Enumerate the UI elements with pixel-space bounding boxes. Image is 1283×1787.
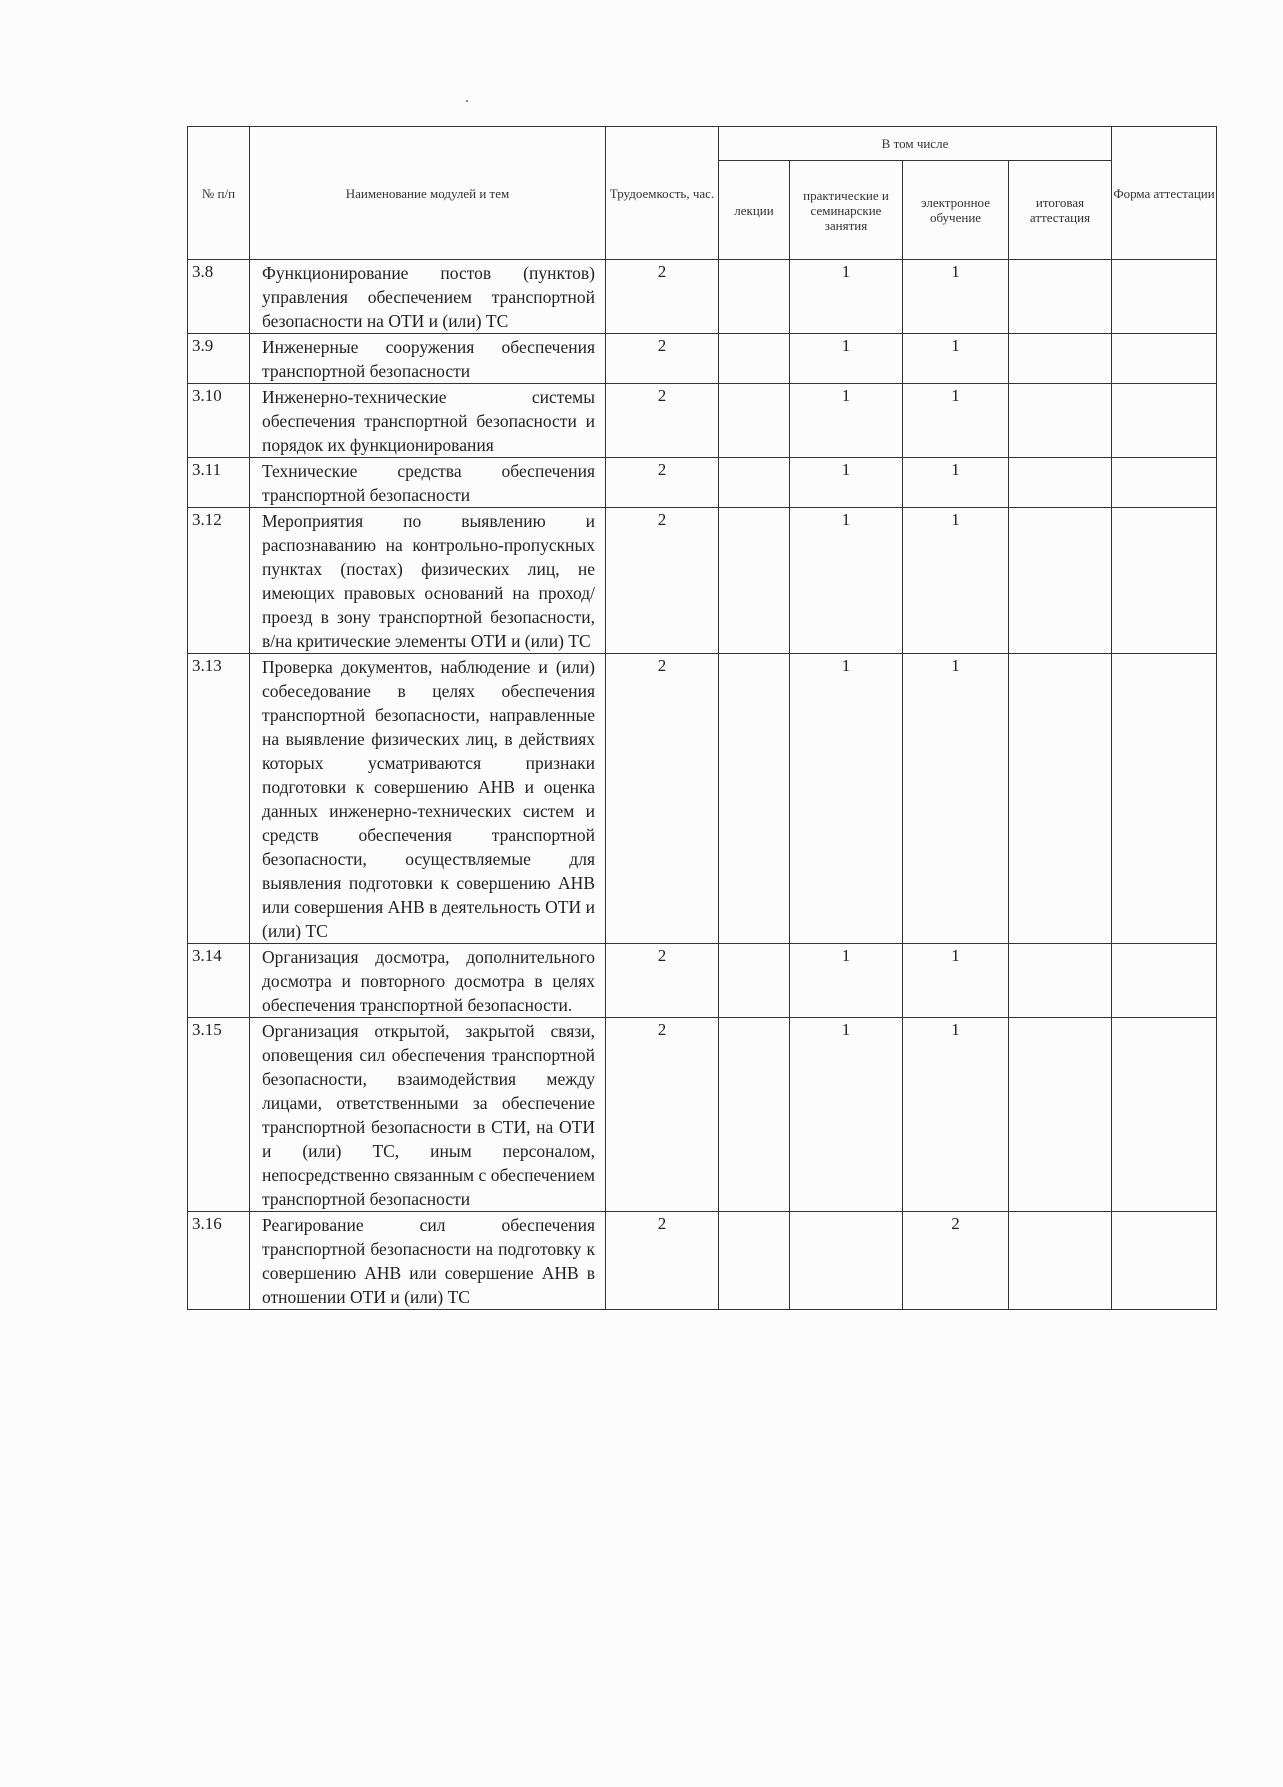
topic-name: Мероприятия по выявлению и распознаванию на контрольно-пропускных пунктах (постах) физических лиц, не имеющих правовых оснований на проход/проезд в зону транспортной безопасности, в/на критические элементы ОТИ и (или) ТС <box>250 508 606 654</box>
hours-cell: 2 <box>606 384 719 458</box>
topic-name: Организация открытой, закрытой связи, оповещения сил обеспечения транспортной безопасности, взаимодействия между лицами, ответственными за обеспечение транспортной безопасности в СТИ, на ОТИ и (или) ТС, иным персоналом, непосредственно связанным с обеспечением транспортной безопасности <box>250 1018 606 1212</box>
table-row <box>188 944 1217 1018</box>
row-number: 3.13 <box>188 654 250 944</box>
table-header <box>188 127 1217 260</box>
form-cell <box>1112 508 1217 654</box>
row-number: 3.14 <box>188 944 250 1018</box>
table-row <box>188 654 1217 944</box>
final-cell <box>1009 384 1112 458</box>
form-cell <box>1112 458 1217 508</box>
elearning-cell: 1 <box>903 334 1009 384</box>
elearning-cell: 1 <box>903 458 1009 508</box>
table-row <box>188 1018 1217 1212</box>
row-number: 3.15 <box>188 1018 250 1212</box>
elearning-cell: 1 <box>903 384 1009 458</box>
topic-name: Инженерные сооружения обеспечения транспортной безопасности <box>250 334 606 384</box>
scan-speck <box>466 100 468 102</box>
header-elearning: электронное обучение <box>903 161 1009 260</box>
hours-cell: 2 <box>606 1018 719 1212</box>
practical-cell: 1 <box>790 944 903 1018</box>
topic-name: Функционирование постов (пунктов) управления обеспечением транспортной безопасности на ОТИ и (или) ТС <box>250 260 606 334</box>
lectures-cell <box>719 508 790 654</box>
row-number: 3.9 <box>188 334 250 384</box>
header-hours: Трудоемкость, час. <box>606 127 719 260</box>
table-row <box>188 384 1217 458</box>
form-cell <box>1112 1018 1217 1212</box>
header-practical: практические и семинарские занятия <box>790 161 903 260</box>
header-num: № п/п <box>188 127 250 260</box>
practical-cell: 1 <box>790 260 903 334</box>
topic-name: Технические средства обеспечения транспортной безопасности <box>250 458 606 508</box>
row-number: 3.11 <box>188 458 250 508</box>
lectures-cell <box>719 458 790 508</box>
row-number: 3.10 <box>188 384 250 458</box>
topic-name: Проверка документов, наблюдение и (или) собеседование в целях обеспечения транспортной безопасности, направленные на выявление физических лиц, в действиях которых усматриваются признаки подготовки к совершению АНВ и оценка данных инженерно-технических систем и средств обеспечения транспортной безопасности, осуществляемые для выявления подготовки к совершению АНВ или совершения АНВ в деятельность ОТИ и (или) ТС <box>250 654 606 944</box>
elearning-cell: 1 <box>903 654 1009 944</box>
hours-cell: 2 <box>606 508 719 654</box>
hours-cell: 2 <box>606 334 719 384</box>
topic-name: Инженерно-технические системы обеспечения транспортной безопасности и порядок их функционирования <box>250 384 606 458</box>
practical-cell: 1 <box>790 1018 903 1212</box>
curriculum-table <box>187 126 1217 1310</box>
topic-name: Организация досмотра, дополнительного досмотра и повторного досмотра в целях обеспечения транспортной безопасности. <box>250 944 606 1018</box>
row-number: 3.12 <box>188 508 250 654</box>
practical-cell: 1 <box>790 334 903 384</box>
row-number: 3.8 <box>188 260 250 334</box>
form-cell <box>1112 384 1217 458</box>
lectures-cell <box>719 384 790 458</box>
header-name: Наименование модулей и тем <box>250 127 606 260</box>
practical-cell: 1 <box>790 654 903 944</box>
table-body <box>188 260 1217 1310</box>
hours-cell: 2 <box>606 654 719 944</box>
header-lectures: лекции <box>719 161 790 260</box>
table-row <box>188 458 1217 508</box>
header-including: В том числе <box>719 127 1112 161</box>
lectures-cell <box>719 944 790 1018</box>
lectures-cell <box>719 260 790 334</box>
elearning-cell: 1 <box>903 944 1009 1018</box>
lectures-cell <box>719 654 790 944</box>
table-row <box>188 508 1217 654</box>
lectures-cell <box>719 1018 790 1212</box>
practical-cell: 1 <box>790 458 903 508</box>
table-row <box>188 1212 1217 1310</box>
header-final: итоговая аттестация <box>1009 161 1112 260</box>
final-cell <box>1009 508 1112 654</box>
elearning-cell: 1 <box>903 260 1009 334</box>
form-cell <box>1112 334 1217 384</box>
hours-cell: 2 <box>606 458 719 508</box>
final-cell <box>1009 458 1112 508</box>
topic-name: Реагирование сил обеспечения транспортной безопасности на подготовку к совершению АНВ или совершение АНВ в отношении ОТИ и (или) ТС <box>250 1212 606 1310</box>
form-cell <box>1112 260 1217 334</box>
table-row <box>188 334 1217 384</box>
row-number: 3.16 <box>188 1212 250 1310</box>
form-cell <box>1112 654 1217 944</box>
lectures-cell <box>719 334 790 384</box>
final-cell <box>1009 334 1112 384</box>
final-cell <box>1009 1018 1112 1212</box>
hours-cell: 2 <box>606 1212 719 1310</box>
form-cell <box>1112 1212 1217 1310</box>
final-cell <box>1009 654 1112 944</box>
form-cell <box>1112 944 1217 1018</box>
lectures-cell <box>719 1212 790 1310</box>
elearning-cell: 1 <box>903 508 1009 654</box>
practical-cell: 1 <box>790 508 903 654</box>
header-form: Форма аттестации <box>1112 127 1217 260</box>
final-cell <box>1009 260 1112 334</box>
practical-cell <box>790 1212 903 1310</box>
hours-cell: 2 <box>606 944 719 1018</box>
table-row <box>188 260 1217 334</box>
elearning-cell: 1 <box>903 1018 1009 1212</box>
practical-cell: 1 <box>790 384 903 458</box>
final-cell <box>1009 1212 1112 1310</box>
elearning-cell: 2 <box>903 1212 1009 1310</box>
final-cell <box>1009 944 1112 1018</box>
hours-cell: 2 <box>606 260 719 334</box>
